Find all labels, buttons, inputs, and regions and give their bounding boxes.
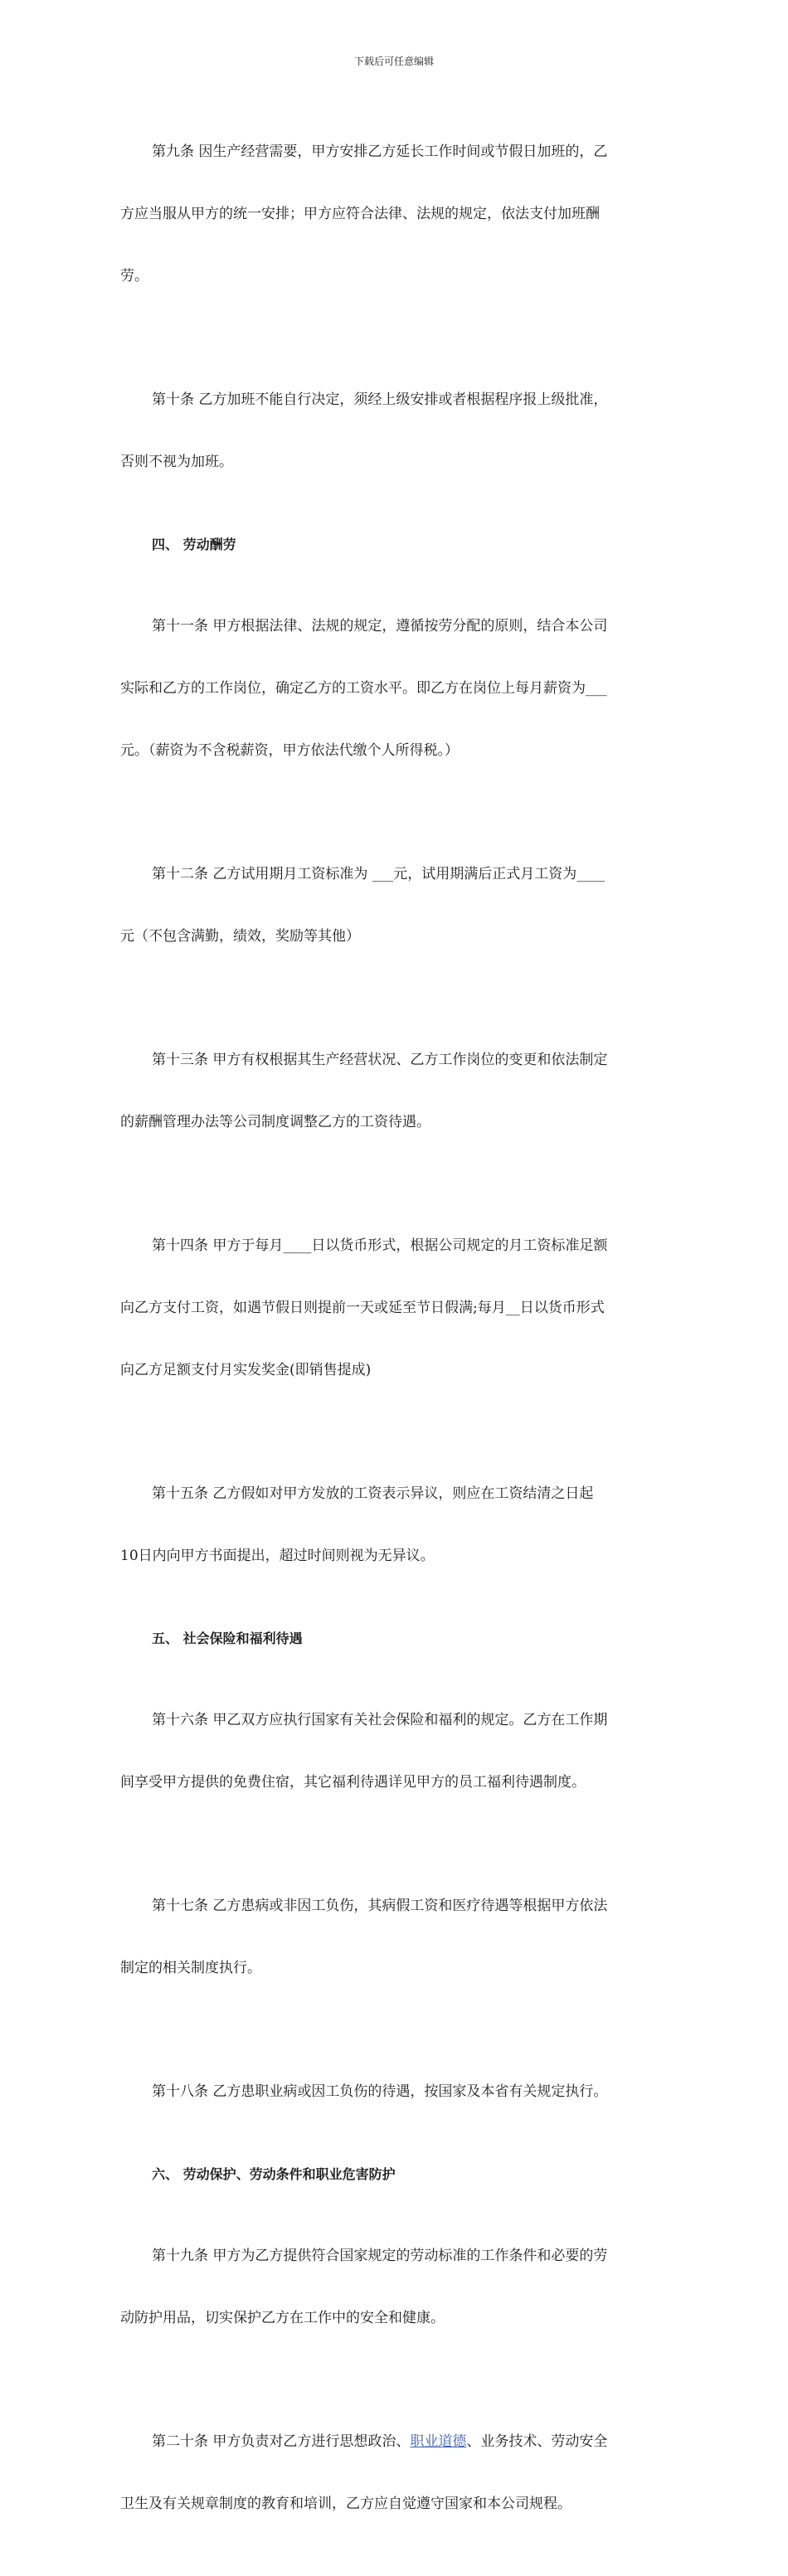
article-16-line-2: 间享受甲方提供的免费住宿，其它福利待遇详见甲方的员工福利待遇制度。 xyxy=(120,1774,586,1791)
article-17-line-1: 第十七条 乙方患病或非因工负伤，其病假工资和医疗待遇等根据甲方依法 xyxy=(152,1898,608,1914)
article-16 xyxy=(120,1669,669,1835)
article-12 xyxy=(120,823,669,989)
article-11 xyxy=(120,575,669,803)
article-19-line-1: 第十九条 甲方为乙方提供符合国家规定的劳动标准的工作条件和必要的劳 xyxy=(152,2248,608,2264)
article-20-text-after-link: 、业务技术、劳动安全 xyxy=(466,2433,608,2450)
section-5-heading: 五、 社会保险和福利待遇 xyxy=(152,1631,303,1646)
article-9-line-3: 劳。 xyxy=(120,268,148,284)
page-header-note: 下载后可任意编辑 xyxy=(353,56,434,67)
article-13-line-2: 的薪酬管理办法等公司制度调整乙方的工资待遇。 xyxy=(120,1114,430,1130)
article-18 xyxy=(120,2040,669,2144)
section-6-heading: 六、 劳动保护、劳动条件和职业危害防护 xyxy=(152,2166,396,2182)
article-14 xyxy=(120,1194,669,1422)
article-11-line-3: 元。（薪资为不含税薪资，甲方依法代缴个人所得税。） xyxy=(120,742,459,759)
article-11-line-1: 第十一条 甲方根据法律、法规的规定，遵循按劳分配的原则，结合本公司 xyxy=(152,618,608,634)
article-20-line-1 xyxy=(120,2432,669,2452)
article-13-line-1: 第十三条 甲方有权根据其生产经营状况、乙方工作岗位的变更和依法制定 xyxy=(152,1052,608,1068)
article-18-line-1: 第十八条 乙方患职业病或因工负伤的待遇，按国家及本省有关规定执行。 xyxy=(152,2083,608,2100)
article-12-line-2: 元（不包含满勤，绩效，奖励等其他） xyxy=(120,928,360,945)
article-15-line-2: 10日内向甲方书面提出，超过时间则视为无异议。 xyxy=(120,1548,435,1564)
article-16-line-1: 第十六条 甲乙双方应执行国家有关社会保险和福利的规定。乙方在工作期 xyxy=(152,1712,608,1728)
article-14-line-2: 向乙方支付工资，如遇节假日则提前一天或延至节日假满;每月__日以货币形式 xyxy=(120,1300,605,1316)
article-10 xyxy=(120,348,669,514)
article-19-line-2: 动防护用品，切实保护乙方在工作中的安全和健康。 xyxy=(120,2310,445,2326)
article-14-line-1: 第十四条 甲方于每月____日以货币形式，根据公司规定的月工资标准足额 xyxy=(152,1237,608,1254)
document-body xyxy=(120,100,669,2576)
section-4-heading: 四、 劳动酬劳 xyxy=(152,537,236,552)
professional-ethics-link[interactable]: 职业道德 xyxy=(410,2433,467,2450)
article-14-line-3: 向乙方足额支付月实发奖金(即销售提成) xyxy=(120,1362,372,1378)
article-10-line-1: 第十条 乙方加班不能自行决定，须经上级安排或者根据程序报上级批准， xyxy=(152,391,608,408)
article-15 xyxy=(120,1442,669,1608)
article-10-line-2: 否则不视为加班。 xyxy=(120,454,233,470)
article-20 xyxy=(120,2390,669,2556)
article-9-line-2: 方应当服从甲方的统一安排；甲方应符合法律、法规的规定，依法支付加班酬 xyxy=(120,206,600,222)
article-9-line-1: 第九条 因生产经营需要，甲方安排乙方延长工作时间或节假日加班的，乙 xyxy=(152,143,608,160)
article-17 xyxy=(120,1854,669,2020)
article-20-line-2: 卫生及有关规章制度的教育和培训，乙方应自觉遵守国家和本公司规程。 xyxy=(120,2496,572,2512)
article-11-line-2: 实际和乙方的工作岗位，确定乙方的工资水平。即乙方在岗位上每月薪资为___ xyxy=(120,680,607,697)
article-20-text-before-link: 第二十条 甲方负责对乙方进行思想政治、 xyxy=(152,2433,411,2450)
article-15-line-1: 第十五条 乙方假如对甲方发放的工资表示异议，则应在工资结清之日起 xyxy=(152,1485,594,1502)
article-19 xyxy=(120,2204,669,2370)
article-12-line-1: 第十二条 乙方试用期月工资标准为 ___元，试用期满后正式月工资为____ xyxy=(152,866,606,882)
article-9 xyxy=(120,100,669,328)
article-17-line-2: 制定的相关制度执行。 xyxy=(120,1960,261,1976)
article-13 xyxy=(120,1009,669,1174)
